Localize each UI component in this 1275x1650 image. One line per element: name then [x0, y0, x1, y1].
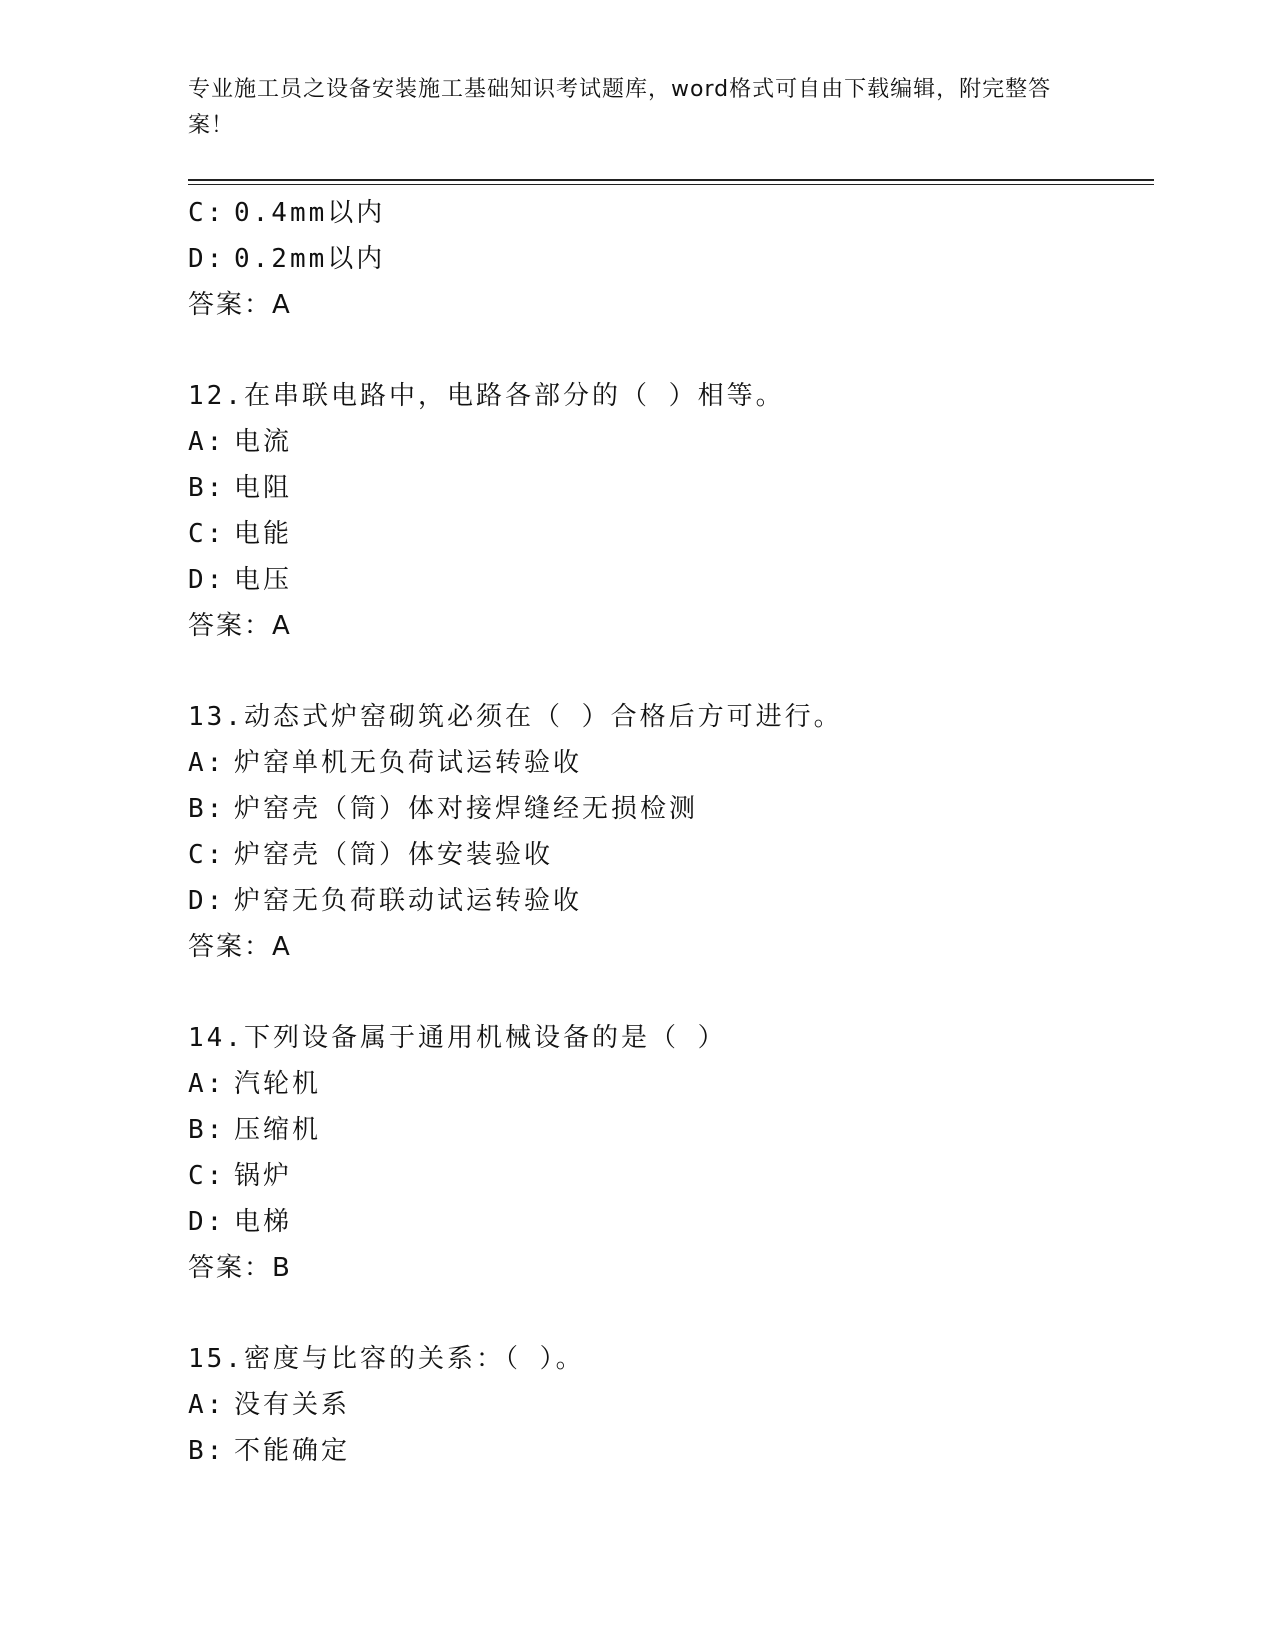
answer: 答案：A — [188, 932, 292, 962]
option-c: C: 炉窑壳（筒）体安装验收 — [188, 840, 554, 870]
option-b: B: 压缩机 — [188, 1115, 322, 1145]
option-b: B: 不能确定 — [188, 1436, 351, 1466]
question-stem: 12.在串联电路中，电路各部分的（ ）相等。 — [188, 381, 785, 411]
question-13 — [188, 694, 1148, 970]
option-a: A: 炉窑单机无负荷试运转验收 — [188, 748, 583, 778]
option-b: B: 炉窑壳（筒）体对接焊缝经无损检测 — [188, 794, 699, 824]
option-c: C: 0.4mm以内 — [188, 198, 386, 228]
question-11-continuation — [188, 190, 1148, 328]
option-d: D: 0.2mm以内 — [188, 244, 386, 274]
question-list — [188, 190, 1148, 1474]
answer: 答案：A — [188, 290, 292, 320]
header-divider — [188, 179, 1154, 181]
question-14 — [188, 1015, 1148, 1291]
header-divider-thin — [188, 184, 1154, 185]
option-b: B: 电阻 — [188, 473, 293, 503]
option-d: D: 电压 — [188, 565, 293, 595]
page-header — [188, 72, 1068, 144]
option-a: A: 电流 — [188, 427, 293, 457]
option-d: D: 炉窑无负荷联动试运转验收 — [188, 886, 583, 916]
option-a: A: 汽轮机 — [188, 1069, 322, 1099]
option-d: D: 电梯 — [188, 1207, 293, 1237]
question-stem: 14.下列设备属于通用机械设备的是（ ） — [188, 1023, 727, 1053]
page-header-title: 专业施工员之设备安装施工基础知识考试题库，word格式可自由下载编辑，附完整答案！ — [188, 77, 1052, 138]
option-c: C: 锅炉 — [188, 1161, 293, 1191]
question-stem: 15.密度与比容的关系：（ ）。 — [188, 1344, 585, 1374]
question-12 — [188, 373, 1148, 649]
option-a: A: 没有关系 — [188, 1390, 351, 1420]
answer: 答案：B — [188, 1253, 292, 1283]
answer: 答案：A — [188, 611, 292, 641]
question-15 — [188, 1336, 1148, 1474]
question-stem: 13.动态式炉窑砌筑必须在（ ）合格后方可进行。 — [188, 702, 843, 732]
option-c: C: 电能 — [188, 519, 293, 549]
